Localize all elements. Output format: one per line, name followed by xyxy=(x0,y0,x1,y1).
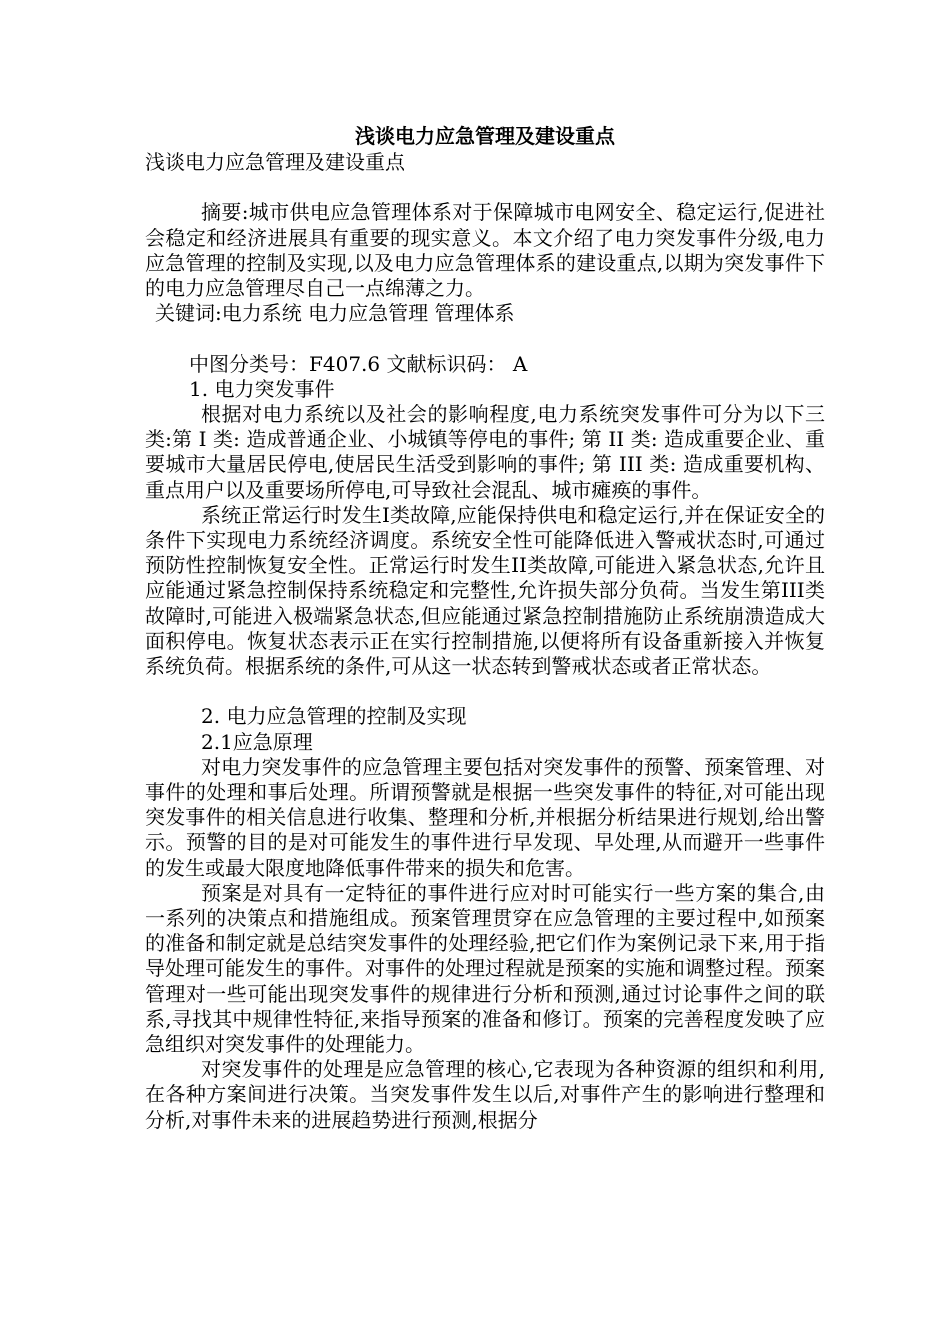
section-1-heading: 1. 电力突发事件 xyxy=(189,376,335,401)
keywords-line: 关键词:电力系统 电力应急管理 管理体系 xyxy=(155,301,515,326)
section-1-paragraph-1: 根据对电力系统以及社会的影响程度,电力系统突发事件可分为以下三类:第 I 类: 造成普通企业、小城镇等停电的事件; 第 II 类: 造成重要企业、重要城市大量居民停电,使居民生活受到影响的事件; 第 III 类: 造成重要机构、重点用户以及重要场所停电,可导致社会混乱、城市瘫痪的事件。 xyxy=(145,402,825,502)
section-2-heading: 2. 电力应急管理的控制及实现 xyxy=(201,704,467,729)
section-1-paragraph-2: 系统正常运行时发生I类故障,应能保持供电和稳定运行,并在保证安全的条件下实现电力系统经济调度。系统安全性可能降低进入警戒状态时,可通过预防性控制恢复安全性。正常运行时发生II类故障,可能进入紧急状态,允许且应能通过紧急控制保持系统稳定和完整性,允许损失部分负荷。当发生第III类故障时,可能进入极端紧急状态,但应能通过紧急控制措施防止系统崩溃造成大面积停电。恢复状态表示正在实行控制措施,以便将所有设备重新接入并恢复系统负荷。根据系统的条件,可从这一状态转到警戒状态或者正常状态。 xyxy=(145,502,825,679)
section-2-paragraph-3: 对突发事件的处理是应急管理的核心,它表现为各种资源的组织和利用,在各种方案间进行决策。当突发事件发生以后,对事件产生的影响进行整理和分析,对事件未来的进展趋势进行预测,根据分 xyxy=(145,1057,825,1132)
document-subtitle: 浅谈电力应急管理及建设重点 xyxy=(145,150,405,174)
blank-line xyxy=(145,326,825,351)
document-title: 浅谈电力应急管理及建设重点 xyxy=(355,124,615,148)
blank-line xyxy=(145,679,825,704)
document-page xyxy=(145,124,825,1133)
section-2-paragraph-1: 对电力突发事件的应急管理主要包括对突发事件的预警、预案管理、对事件的处理和事后处理。所谓预警就是根据一些突发事件的特征,对可能出现突发事件的相关信息进行收集、整理和分析,并根据分析结果进行规划,给出警示。预警的目的是对可能发生的事件进行早发现、早处理,从而避开一些事件的发生或最大限度地降低事件带来的损失和危害。 xyxy=(145,754,825,880)
blank-line xyxy=(145,175,825,200)
abstract-paragraph: 摘要:城市供电应急管理体系对于保障城市电网安全、稳定运行,促进社会稳定和经济进展具有重要的现实意义。本文介绍了电力突发事件分级,电力应急管理的控制及实现,以及电力应急管理体系的建设重点,以期为突发事件下的电力应急管理尽自己一点绵薄之力。 xyxy=(145,200,825,300)
section-2-paragraph-2: 预案是对具有一定特征的事件进行应对时可能实行一些方案的集合,由一系列的决策点和措施组成。预案管理贯穿在应急管理的主要过程中,如预案的准备和制定就是总结突发事件的处理经验,把它们作为案例记录下来,用于指导处理可能发生的事件。对事件的处理过程就是预案的实施和调整过程。预案管理对一些可能出现突发事件的规律进行分析和预测,通过讨论事件之间的联系,寻找其中规律性特征,来指导预案的准备和修订。预案的完善程度发映了应急组织对突发事件的处理能力。 xyxy=(145,880,825,1057)
section-2-1-heading: 2.1应急原理 xyxy=(201,729,313,754)
classification-line: 中图分类号：F407.6 文献标识码： A xyxy=(189,351,528,376)
